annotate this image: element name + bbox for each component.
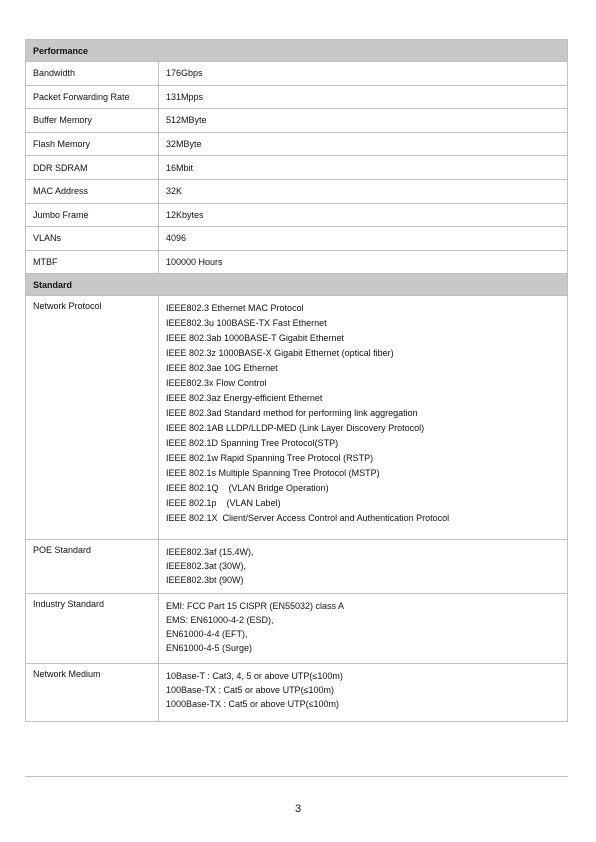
protocol-line: IEEE 802.3ae 10G Ethernet (166, 363, 278, 374)
footer-divider (25, 776, 568, 777)
medium-line: 100Base-TX : Cat5 or above UTP(≤100m) (166, 685, 335, 696)
row-label: Flash Memory (26, 132, 159, 156)
row-value: 4096 (159, 227, 568, 251)
row-value: 16Mbit (159, 156, 568, 180)
protocol-line: IEEE 802.1X Client/Server Access Control and Authentication Protocol (166, 513, 450, 524)
industry-line: EMI: FCC Part 15 CISPR (EN55032) class A (166, 601, 345, 612)
row-value-list (159, 540, 568, 594)
protocol-line: IEEE802.3 Ethernet MAC Protocol (166, 303, 304, 314)
table-row (26, 62, 568, 86)
table-row (26, 179, 568, 203)
table-row-industry-standard (26, 594, 568, 664)
protocol-line: IEEE 802.1p (VLAN Label) (166, 498, 281, 509)
page-number: 3 (294, 803, 302, 815)
spec-table (25, 39, 568, 722)
row-value-list (159, 664, 568, 722)
table-row (26, 85, 568, 109)
poe-line: IEEE802.3at (30W), (166, 561, 247, 572)
row-value-list (159, 296, 568, 540)
protocol-line: IEEE802.3x Flow Control (166, 378, 267, 389)
protocol-line: IEEE 802.1Q (VLAN Bridge Operation) (166, 483, 329, 494)
row-value: 100000 Hours (159, 250, 568, 274)
medium-line: 1000Base-TX : Cat5 or above UTP(≤100m) (166, 699, 340, 710)
row-value: 32K (159, 179, 568, 203)
row-label: MAC Address (26, 179, 159, 203)
row-label: VLANs (26, 227, 159, 251)
row-label: Network Protocol (26, 296, 159, 540)
protocol-line: IEEE 802.1w Rapid Spanning Tree Protocol (RSTP) (166, 453, 374, 464)
row-label: DDR SDRAM (26, 156, 159, 180)
row-value: 32MByte (159, 132, 568, 156)
section-title: Standard (26, 274, 568, 296)
table-row-poe-standard (26, 540, 568, 594)
table-row-network-protocol (26, 296, 568, 540)
row-label: Industry Standard (26, 594, 159, 664)
section-header-standard (26, 274, 568, 296)
row-value-list (159, 594, 568, 664)
row-label: Bandwidth (26, 62, 159, 86)
row-label: Network Medium (26, 664, 159, 722)
row-label: MTBF (26, 250, 159, 274)
row-value: 12Kbytes (159, 203, 568, 227)
table-row (26, 250, 568, 274)
table-row (26, 109, 568, 133)
row-label: Jumbo Frame (26, 203, 159, 227)
protocol-line: IEEE 802.3ad Standard method for performing link aggregation (166, 408, 418, 419)
table-row (26, 156, 568, 180)
table-row (26, 132, 568, 156)
row-value: 131Mpps (159, 85, 568, 109)
table-row (26, 203, 568, 227)
poe-line: IEEE802.3bt (90W) (166, 575, 244, 586)
row-label: Packet Forwarding Rate (26, 85, 159, 109)
row-value: 512MByte (159, 109, 568, 133)
poe-line: IEEE802.3af (15.4W), (166, 547, 254, 558)
row-value: 176Gbps (159, 62, 568, 86)
section-header-performance (26, 40, 568, 62)
section-title: Performance (26, 40, 568, 62)
table-row-network-medium (26, 664, 568, 722)
industry-line: EN61000-4-4 (EFT), (166, 629, 248, 640)
protocol-line: IEEE 802.1s Multiple Spanning Tree Protocol (MSTP) (166, 468, 380, 479)
row-label: POE Standard (26, 540, 159, 594)
protocol-line: IEEE 802.3az Energy-efficient Ethernet (166, 393, 323, 404)
industry-line: EMS: EN61000-4-2 (ESD), (166, 615, 274, 626)
industry-line: EN61000-4-5 (Surge) (166, 643, 253, 654)
medium-line: 10Base-T : Cat3, 4, 5 or above UTP(≤100m) (166, 671, 343, 682)
protocol-line: IEEE 802.3ab 1000BASE-T Gigabit Ethernet (166, 333, 344, 344)
protocol-line: IEEE 802.1AB LLDP/LLDP-MED (Link Layer Discovery Protocol) (166, 423, 425, 434)
protocol-line: IEEE802.3u 100BASE-TX Fast Ethernet (166, 318, 327, 329)
protocol-line: IEEE 802.1D Spanning Tree Protocol(STP) (166, 438, 339, 449)
table-row (26, 227, 568, 251)
protocol-line: IEEE 802.3z 1000BASE-X Gigabit Ethernet (optical fiber) (166, 348, 394, 359)
row-label: Buffer Memory (26, 109, 159, 133)
